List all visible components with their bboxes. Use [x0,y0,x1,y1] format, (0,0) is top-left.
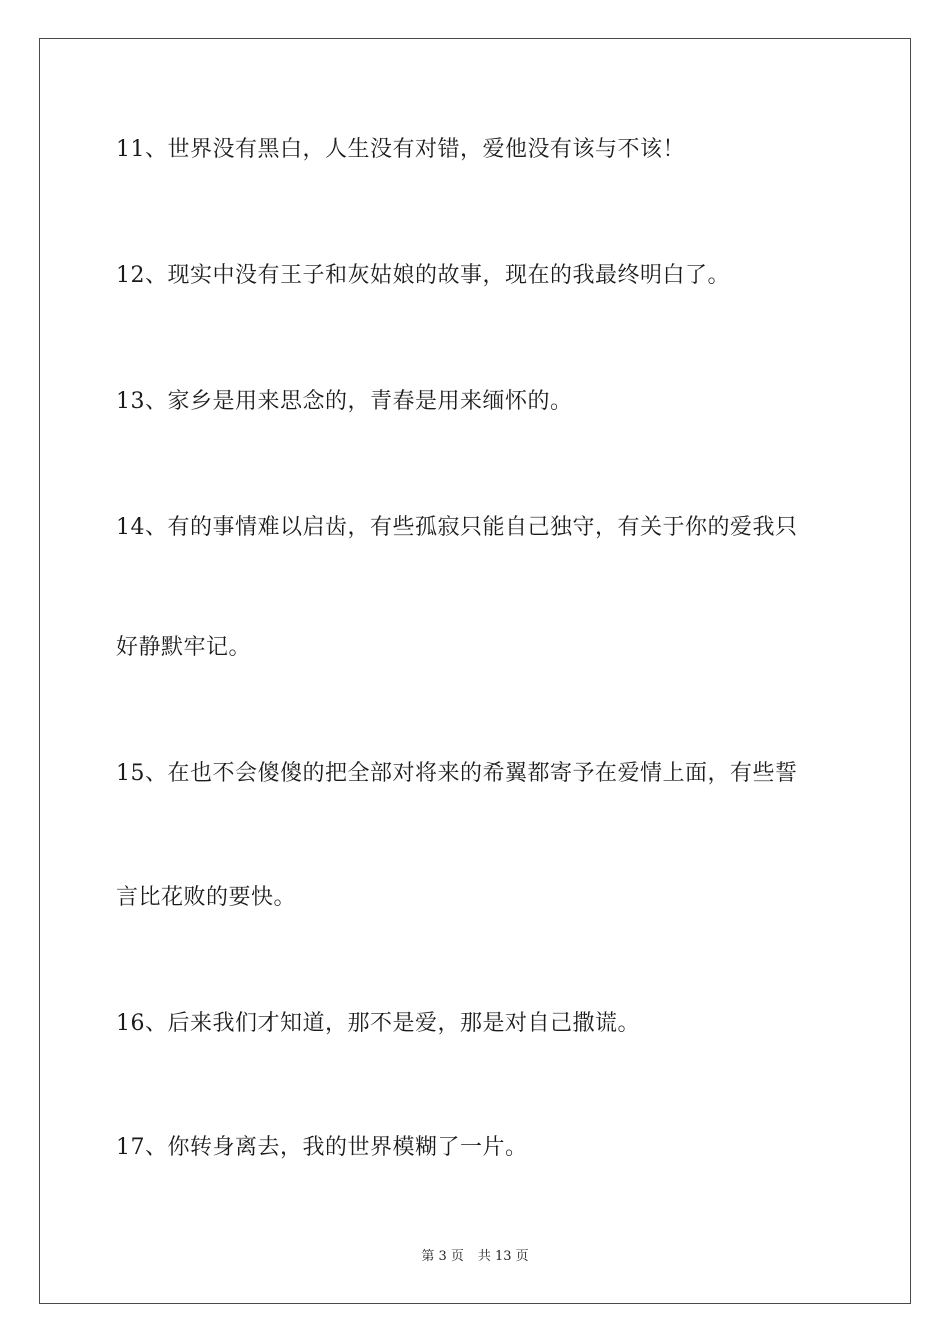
page-footer [0,1248,950,1266]
page-total: 共 13 页 [477,1249,529,1264]
text-line: 13、家乡是用来思念的，青春是用来缅怀的。 [116,389,573,414]
text-line: 16、后来我们才知道，那不是爱，那是对自己撒谎。 [116,1011,640,1036]
text-line: 11、世界没有黑白，人生没有对错，爱他没有该与不该！ [116,137,685,162]
text-line: 17、你转身离去，我的世界模糊了一片。 [116,1135,528,1160]
text-line: 言比花败的要快。 [116,885,297,910]
text-line: 14、有的事情难以启齿，有些孤寂只能自己独守，有关于你的爱我只 [116,515,798,540]
text-line: 15、在也不会傻傻的把全部对将来的希翼都寄予在爱情上面，有些誓 [116,761,798,786]
page-number: 第 3 页 [421,1249,464,1264]
page-border [39,38,911,1304]
text-line: 12、现实中没有王子和灰姑娘的故事，现在的我最终明白了。 [116,263,730,288]
text-line: 好静默牢记。 [116,635,252,660]
